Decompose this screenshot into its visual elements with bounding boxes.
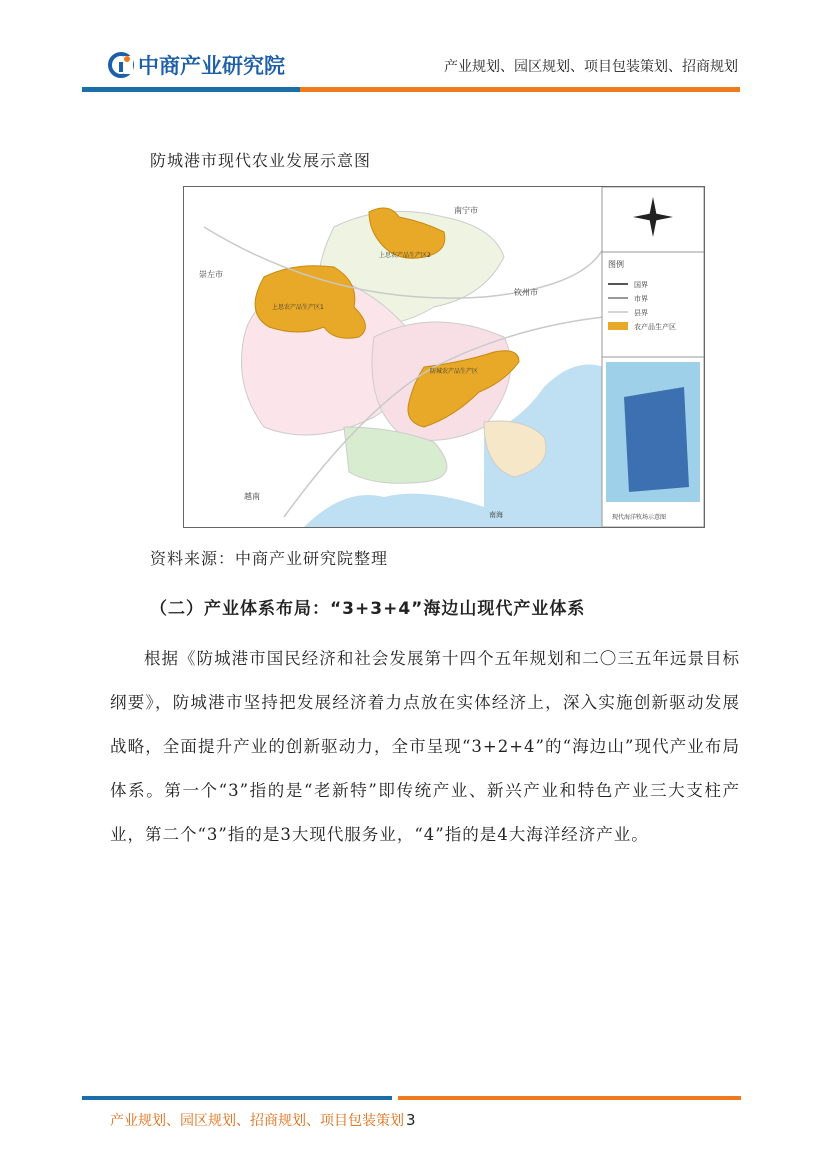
figure-caption: 防城港市现代农业发展示意图: [150, 151, 372, 170]
logo-text: 中商产业研究院: [138, 54, 285, 78]
page-header: [0, 0, 827, 100]
map-svg: [184, 187, 704, 527]
map-label-vietnam: 越南: [244, 492, 260, 501]
legend-item-county: 县界: [634, 309, 648, 317]
map-label-chongzuo: 崇左市: [199, 270, 223, 279]
zone-2-label: 上思农产品生产区2: [379, 252, 431, 259]
map-figure: [183, 186, 705, 528]
footer-divider-orange: [398, 1096, 741, 1100]
sea-area-west: [304, 494, 484, 527]
footer-tagline: 产业规划、园区规划、招商规划、项目包装策划: [110, 1113, 404, 1129]
map-label-qinzhou: 钦州市: [514, 288, 538, 297]
zone-3-label: 防城农产品生产区: [430, 368, 479, 375]
legend-swatch-zone: [608, 322, 628, 330]
map-label-nanning: 南宁市: [454, 206, 478, 215]
logo-icon: [108, 52, 134, 78]
legend-item-city: 市界: [634, 295, 648, 303]
zone-1-label: 上思农产品生产区1: [272, 304, 324, 311]
company-logo: [108, 50, 285, 80]
figure-source: 资料来源：中商产业研究院整理: [150, 549, 389, 568]
footer-divider-blue: [82, 1096, 392, 1100]
section-heading: （二）产业体系布局：“3+3+4”海边山现代产业体系: [150, 599, 586, 619]
page-number: 3: [406, 1111, 416, 1129]
inset-caption: 现代海洋牧场示意图: [612, 514, 667, 521]
legend-title: 图例: [608, 260, 624, 269]
map-label-sea: 南海: [489, 511, 503, 519]
header-tagline: 产业规划、园区规划、项目包装策划、招商规划: [444, 59, 738, 75]
body-paragraph: 根据《防城港市国民经济和社会发展第十四个五年规划和二〇三五年远景目标纲要》，防城港市坚持把发展经济着力点放在实体经济上，深入实施创新驱动发展战略，全面提升产业的创新驱动力，全市呈现“3+2+4”的“海边山”现代产业布局体系。第一个“3”指的是“老新特”即传统产业、新兴产业和特色产业三大支柱产业，第二个“3”指的是3大现代服务业，“4”指的是4大海洋经济产业。: [110, 649, 740, 844]
legend-item-zone: 农产品生产区: [634, 323, 676, 331]
legend-item-national: 国界: [634, 281, 648, 289]
inset-ranch-area: [624, 387, 689, 492]
header-divider-orange: [300, 87, 740, 92]
page-footer: [110, 1110, 416, 1130]
